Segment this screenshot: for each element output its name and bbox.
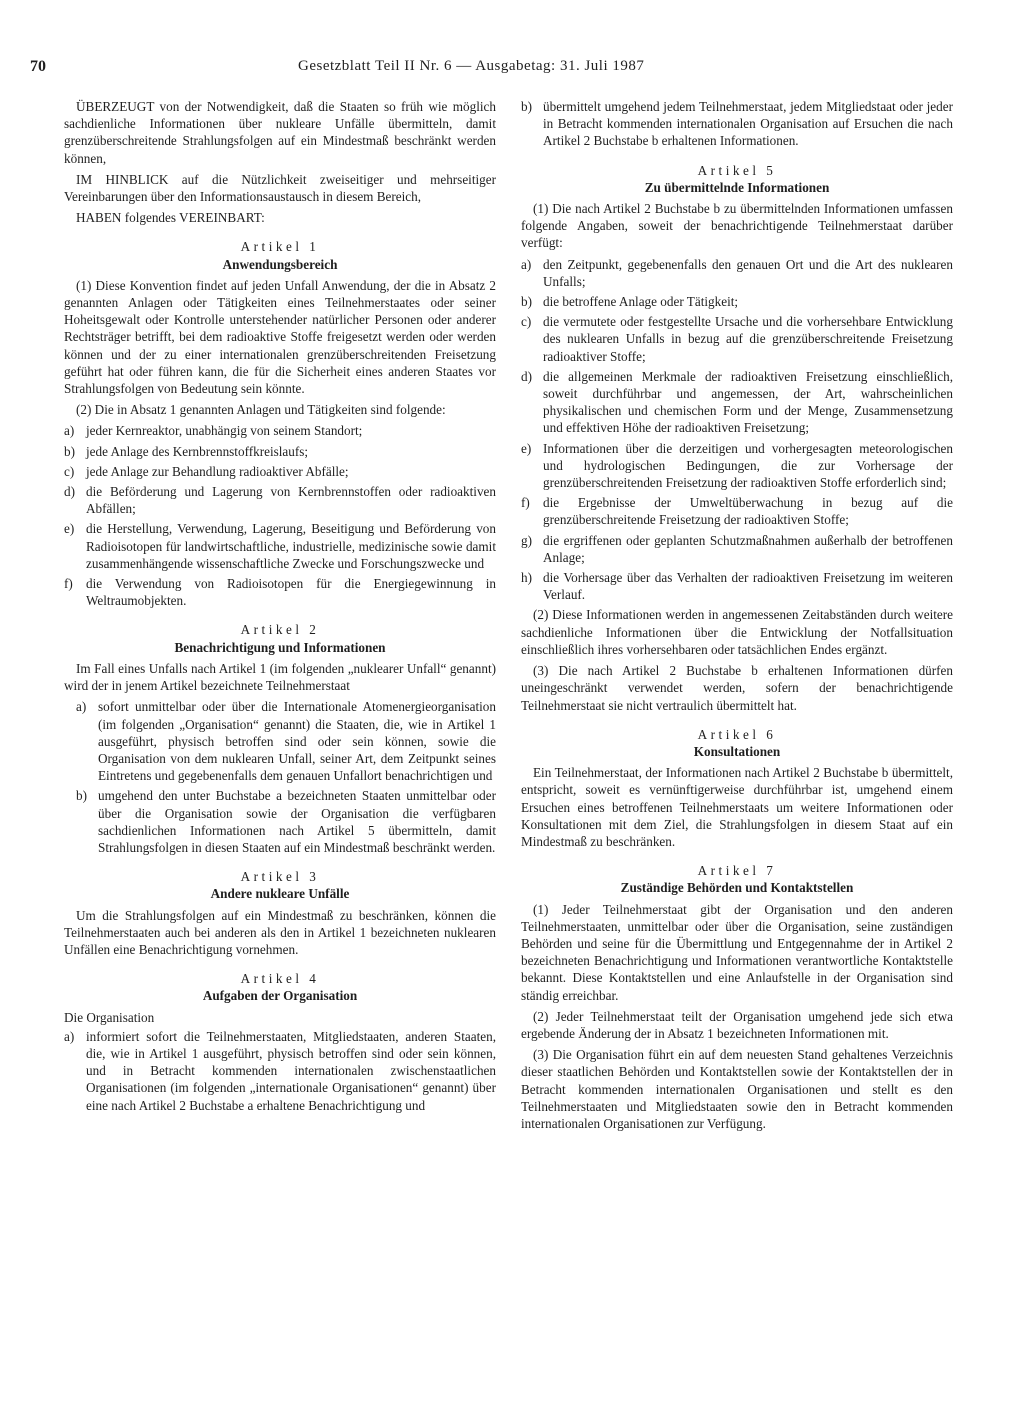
list-item — [64, 575, 496, 609]
article-paragraph: (1) Die nach Artikel 2 Buchstabe b zu übermittelnden Informationen umfassen folgende Angaben, soweit der benachrichtigende Teilnehmerstaat darüber verfügt: — [521, 201, 953, 251]
list-text: die Beförderung und Lagerung von Kernbrennstoffen oder radioaktiven Abfällen; — [86, 484, 496, 517]
list-text: die Vorhersage über das Verhalten der radioaktiven Freisetzung im weiteren Verlauf. — [543, 570, 953, 603]
article-paragraph: (2) Jeder Teilnehmerstaat teilt der Organisation umgehend jede sich etwa ergebende Änderung der in Absatz 1 bezeichneten Informationen mit. — [521, 1008, 953, 1041]
list-label: a) — [521, 256, 532, 272]
list-item — [521, 532, 953, 566]
list-item — [64, 443, 496, 460]
right-column — [521, 98, 953, 1136]
list-text: übermittelt umgehend jedem Teilnehmerstaat, jedem Mitgliedstaat oder jeder in Betracht kommenden internationalen Organisation auf Ersuchen die nach Artikel 2 Buchstabe b erhaltenen Informationen. — [543, 99, 953, 149]
list-item — [521, 293, 953, 310]
list-label: d) — [521, 368, 532, 384]
list-text: die betroffene Anlage oder Tätigkeit; — [543, 294, 739, 310]
list-item — [64, 422, 496, 439]
article-title: Benachrichtigung und Informationen — [174, 639, 386, 655]
list-item — [64, 1028, 496, 1114]
list-text: die allgemeinen Merkmale der radioaktiven Freisetzung einschließlich, soweit durchführbar und angemessen, der Art, wahrscheinlichen physikalischen und chemischen Form und der Menge, Zusammensetzung und effektiven Höhe der radioaktiven Freisetzung; — [543, 368, 953, 436]
article-paragraph: Im Fall eines Unfalls nach Artikel 1 (im folgenden „nuklearer Unfall“ genannt) wird der in jenem Artikel bezeichnete Teilnehmerstaat — [64, 660, 496, 694]
list-text: jede Anlage des Kernbrennstoffkreislaufs; — [86, 443, 309, 459]
list-label: b) — [76, 788, 87, 804]
list-item — [521, 494, 953, 528]
list-text: informiert sofort die Teilnehmerstaaten, Mitgliedstaaten, anderen Staaten, die, wie in Artikel 1 ausgeführt, physisch betroffen sind oder sein können, und in Betracht kommenden internationalen zwischenstaatlichen Organisationen (im folgenden „internationale Organisationen“ genannt) über eine nach Artikel 2 Buchstabe a erhaltene Benachrichtigung und — [86, 1028, 496, 1113]
list-label: a) — [76, 699, 87, 715]
article-intro: Die Organisation — [64, 1009, 155, 1025]
list-item — [521, 313, 953, 365]
article-paragraph: (1) Jeder Teilnehmerstaat gibt der Organisation und den anderen Teilnehmerstaaten, unmittelbar oder über die Organisation, seine zuständigen Behörden und seine für die Übermittlung und Entgegennahme der in Artikel 2 bezeichneten Benachrichtigung und Informationen verantwortliche Kontaktstelle bekannt. Diese Kontaktstellen und eine Anlaufstelle in der Organisation sind ständig erreichbar. — [521, 901, 953, 1003]
list-item — [76, 698, 496, 784]
list-text: jede Anlage zur Behandlung radioaktiver Abfälle; — [86, 463, 349, 479]
list-label: e) — [521, 440, 532, 456]
article-number: Artikel 2 — [240, 622, 320, 638]
list-text: die ergriffenen oder geplanten Schutzmaßnahmen außerhalb der betroffenen Anlage; — [543, 532, 953, 565]
article-title: Anwendungsbereich — [222, 256, 338, 272]
list-label: a) — [64, 1028, 75, 1044]
list-item — [521, 569, 953, 603]
article-number: Artikel 5 — [697, 162, 777, 178]
list-item — [64, 463, 496, 480]
list-label: b) — [521, 294, 532, 310]
list-label: c) — [64, 463, 75, 479]
article-title: Andere nukleare Unfälle — [210, 886, 350, 902]
list-text: jeder Kernreaktor, unabhängig von seinem Standort; — [86, 423, 363, 439]
gazette-title: Gesetzblatt Teil II Nr. 6 — Ausgabetag: 31. Juli 1987 — [298, 58, 645, 74]
list-label: e) — [64, 521, 75, 537]
article-paragraph: (1) Diese Konvention findet auf jeden Unfall Anwendung, der die in Absatz 2 genannten Anlagen oder Tätigkeiten eines Teilnehmerstaates oder seiner Hoheitsgewalt oder Kontrolle unterstehender natürlicher Personen oder anderer Rechtsträger betrifft, bei dem radioaktive Stoffe freigesetzt werden oder werden können und der zu einer internationalen grenzüberschreitenden Freisetzung geführt hat oder führen kann, die für die Sicherheit eines anderen Staates vor Strahlungsfolgen von Bedeutung sein könnte. — [64, 277, 496, 397]
page-number: 70 — [30, 58, 46, 75]
list-label: c) — [521, 314, 532, 330]
preamble-paragraph: HABEN folgendes VEREINBART: — [76, 210, 265, 226]
list-label: h) — [521, 570, 532, 586]
article-number: Artikel 1 — [240, 239, 320, 255]
list-label: a) — [64, 423, 75, 439]
list-label: d) — [64, 484, 75, 500]
article-number: Artikel 7 — [697, 863, 777, 879]
list-item — [64, 520, 496, 572]
article-paragraph: (3) Die nach Artikel 2 Buchstabe b erhaltenen Informationen dürfen uneingeschränkt verwendet werden, sofern der benachrichtigende Teilnehmerstaat sie nicht vertraulich übermittelt hat. — [521, 663, 953, 713]
list-item — [76, 787, 496, 856]
article-number: Artikel 3 — [240, 869, 320, 885]
preamble-paragraph: ÜBERZEUGT von der Notwendigkeit, daß die Staaten so früh wie möglich sachdienliche Informationen über nukleare Unfälle übermitteln, damit grenzüberschreitende Strahlungsfolgen auf ein Mindestmaß beschränkt werden können, — [64, 99, 496, 166]
list-text: sofort unmittelbar oder über die Internationale Atomenergieorganisation (im folgenden „Organisation“ genannt) die Staaten, die, wie in Artikel 1 ausgeführt, physisch betroffen sind oder sein können, sowie die Organisation von dem nuklearen Unfall, seiner Art, dem Zeitpunkt seines Eintretens und gegebenenfalls dem genauen Unfallort benachrichtigen und — [98, 699, 496, 784]
article-number: Artikel 4 — [240, 971, 320, 987]
page-header — [30, 58, 994, 84]
list-text: die Herstellung, Verwendung, Lagerung, Beseitigung und Beförderung von Radioisotopen für landwirtschaftliche, industrielle, medizinische sowie damit zusammenhängende wissenschaftliche Zwecke und Forschungszwecke und — [86, 521, 496, 571]
list-text: den Zeitpunkt, gegebenenfalls den genauen Ort und die Art des nuklearen Unfalls; — [543, 256, 953, 289]
article-title: Zuständige Behörden und Kontaktstellen — [620, 880, 854, 896]
article-paragraph: Ein Teilnehmerstaat, der Informationen nach Artikel 2 Buchstabe b übermittelt, entspricht, soweit es vernünftigerweise durchführbar ist, umgehend einem Ersuchen eines betroffenen Teilnehmerstaats um weitere Informationen oder Konsultationen mit dem Ziel, die Strahlungsfolgen in diesem Staat auf ein Mindestmaß zu beschränken. — [521, 765, 953, 849]
list-item — [64, 483, 496, 517]
list-label: g) — [521, 532, 532, 548]
list-item — [521, 440, 953, 492]
article-title: Zu übermittelnde Informationen — [644, 179, 830, 195]
list-item — [521, 368, 953, 437]
article-paragraph: Um die Strahlungsfolgen auf ein Mindestmaß zu beschränken, können die Teilnehmerstaaten auch bei anderen als den in Artikel 1 bezeichneten nuklearen Unfällen eine Benachrichtigung vornehmen. — [64, 907, 496, 957]
left-column — [64, 98, 496, 1117]
article-paragraph: (2) Diese Informationen werden in angemessenen Zeitabständen durch weitere sachdienliche Informationen über die Entwicklung der Notfallsituation einschließlich ihres vorhersehbaren oder tatsächlichen Endes ergänzt. — [521, 607, 953, 657]
article-paragraph: (2) Die in Absatz 1 genannten Anlagen und Tätigkeiten sind folgende: — [76, 402, 446, 418]
article-paragraph: (3) Die Organisation führt ein auf dem neuesten Stand gehaltenes Verzeichnis dieser staatlichen Behörden und Kontaktstellen sowie der Kontaktstellen der in Betracht kommenden internationalen Organisationen und stellt es den Teilnehmerstaaten und Mitgliedstaaten sowie den in Betracht kommenden internationalen Organisationen zur Verfügung. — [521, 1047, 953, 1131]
article-number: Artikel 6 — [697, 726, 777, 742]
article-title: Konsultationen — [693, 743, 781, 759]
article-title: Aufgaben der Organisation — [202, 988, 358, 1004]
list-item — [521, 256, 953, 290]
list-text: die vermutete oder festgestellte Ursache und die vorhersehbare Entwicklung des nuklearen Unfalls in bezug auf die grenzüberschreitende Freisetzung radioaktiver Stoffe; — [543, 314, 953, 364]
list-text: Informationen über die derzeitigen und vorhergesagten meteorologischen und hydrologischen Bedingungen, die zur Vorhersage der grenzüberschreitenden Freisetzung der radioaktiven Stoffe erforderlich sind; — [543, 440, 953, 491]
list-item — [521, 98, 953, 150]
preamble-paragraph: IM HINBLICK auf die Nützlichkeit zweiseitiger und mehrseitiger Vereinbarungen über den Informationsaustausch in diesem Bereich, — [64, 171, 496, 205]
list-label: b) — [64, 443, 75, 459]
list-label: f) — [64, 576, 73, 592]
list-text: die Verwendung von Radioisotopen für die Energiegewinnung in Weltraumobjekten. — [86, 576, 496, 609]
list-text: die Ergebnisse der Umweltüberwachung in bezug auf die grenzüberschreitende Freisetzung der radioaktiven Stoffe; — [543, 495, 953, 528]
list-text: umgehend den unter Buchstabe a bezeichneten Staaten unmittelbar oder über die Organisation sowie der Organisation die verfügbaren sachdienlichen Informationen nach Artikel 5 übermitteln, damit Strahlungsfolgen in diesen Staaten auf ein Mindestmaß beschränkt werden. — [98, 788, 496, 855]
list-label: b) — [521, 99, 532, 114]
list-label: f) — [521, 495, 530, 511]
